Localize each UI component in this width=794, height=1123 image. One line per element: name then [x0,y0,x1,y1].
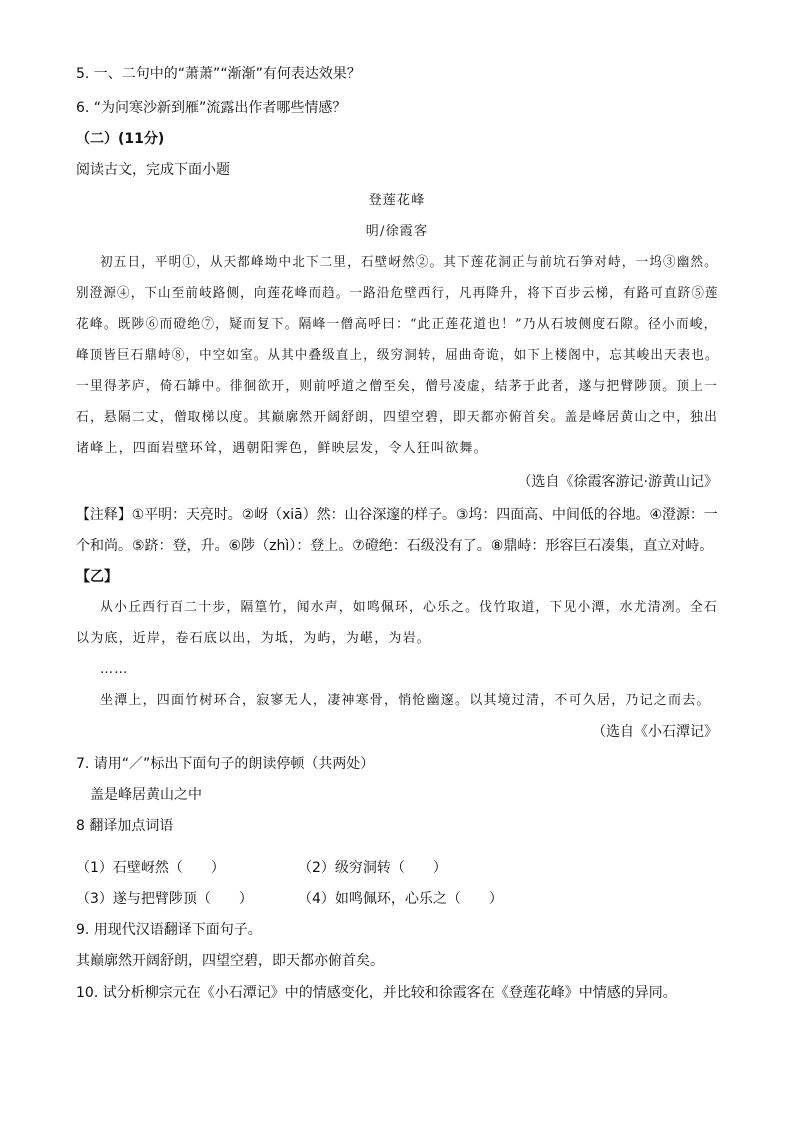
question-9: 9. 用现代汉语翻译下面句子。 [76,922,262,938]
notes-line: 【注释】①平明：天亮时。②岈（xiā）然：山谷深邃的样子。③坞：四面高、中间低的谷地。④澄源：一 [76,507,718,523]
passage-b-source: （选自《小石潭记》 [592,724,718,740]
passage-a-line: 石，悬隔二丈，僧取梯以度。其巅廓然开阔舒朗，四望空碧，即天都亦俯首矣。盖是峰居黄山之中，独出 [76,410,719,425]
question-8-item: （1）石壁岈然（ ） [76,860,225,876]
part-b-heading: 【乙】 [76,569,118,585]
question-9-sentence: 其巅廓然开阔舒朗，四望空碧，即天都亦俯首矣。 [76,953,384,969]
passage-title: 登莲花峰 [368,193,426,208]
question-7-sentence: 盖是峰居黄山之中 [90,787,202,803]
question-6: 6. “为问寒沙新到雁”流露出作者哪些情感？ [76,100,347,116]
question-8-item: （3）遂与把臂陟顶（ ） [76,891,253,907]
reading-instruction: 阅读古文，完成下面小题 [76,162,230,178]
section-heading: （二）(11分) [76,131,165,147]
passage-author: 明/徐霞客 [365,224,429,239]
passage-a-line: 花峰。既陟⑥而磴绝⑦，疑而复下。隔峰一僧高呼曰：“此正莲花道也！”乃从石坡侧度石隙。径小而峻， [76,317,718,332]
question-8-item: （4）如鸣佩环，心乐之（ ） [298,891,503,907]
passage-a-line: 一里得茅庐，倚石罅中。徘徊欲开，则前呼道之僧至矣，僧号凌虚，结茅于此者，遂与把臂陟顶。顶上一 [76,379,719,394]
passage-a-line: 峰顶皆巨石鼎峙⑧，中空如室。从其中叠级直上，级穷洞转，屈曲奇诡，如下上楼阁中，忘其峻出天表也。 [76,348,719,363]
passage-a-line: 诸峰上，四面岩壁环耸，遇朝阳霁色，鲜映层发，令人狂叫欲舞。 [76,441,488,456]
question-10: 10. 试分析柳宗元在《小石潭记》中的情感变化，并比较和徐霞客在《登莲花峰》中情感的异同。 [76,985,677,1001]
passage-b-ellipsis: …… [100,662,129,677]
question-7: 7. 请用“／”标出下面句子的朗读停顿（共两处） [76,756,375,772]
question-8-item: （2）级穷洞转（ ） [298,860,447,876]
notes-line: 个和尚。⑤跻：登，升。⑥陟（zhì）：登上。⑦磴绝：石级没有了。⑧鼎峙：形容巨石凑集，直立对峙。 [76,538,714,554]
passage-a-source: （选自《徐霞客游记·游黄山记》 [517,474,718,490]
passage-b-line: 从小丘西行百二十步，隔篁竹，闻水声，如鸣佩环，心乐之。伐竹取道，下见小潭，水尤清冽。全石 [100,600,718,615]
question-5: 5. 一、二句中的“萧萧”“渐渐”有何表达效果？ [76,66,361,82]
passage-b-line: 坐潭上，四面竹树环合，寂寥无人，凄神寒骨，悄怆幽邃。以其境过清，不可久居，乃记之而去。 [100,693,711,708]
passage-b-line: 以为底，近岸，卷石底以出，为坻，为屿，为嵁，为岩。 [76,631,432,646]
question-8: 8 翻译加点词语 [76,818,174,834]
passage-a-line: 初五日，平明①，从天都峰坳中北下二里，石壁岈然②。其下莲花洞正与前坑石笋对峙，一坞③幽然。 [100,255,718,270]
passage-a-line: 别澄源④，下山至前岐路侧，向莲花峰而趋。一路沿危壁西行，凡再降升，将下百步云梯，有路可直跻⑤莲 [76,286,719,301]
